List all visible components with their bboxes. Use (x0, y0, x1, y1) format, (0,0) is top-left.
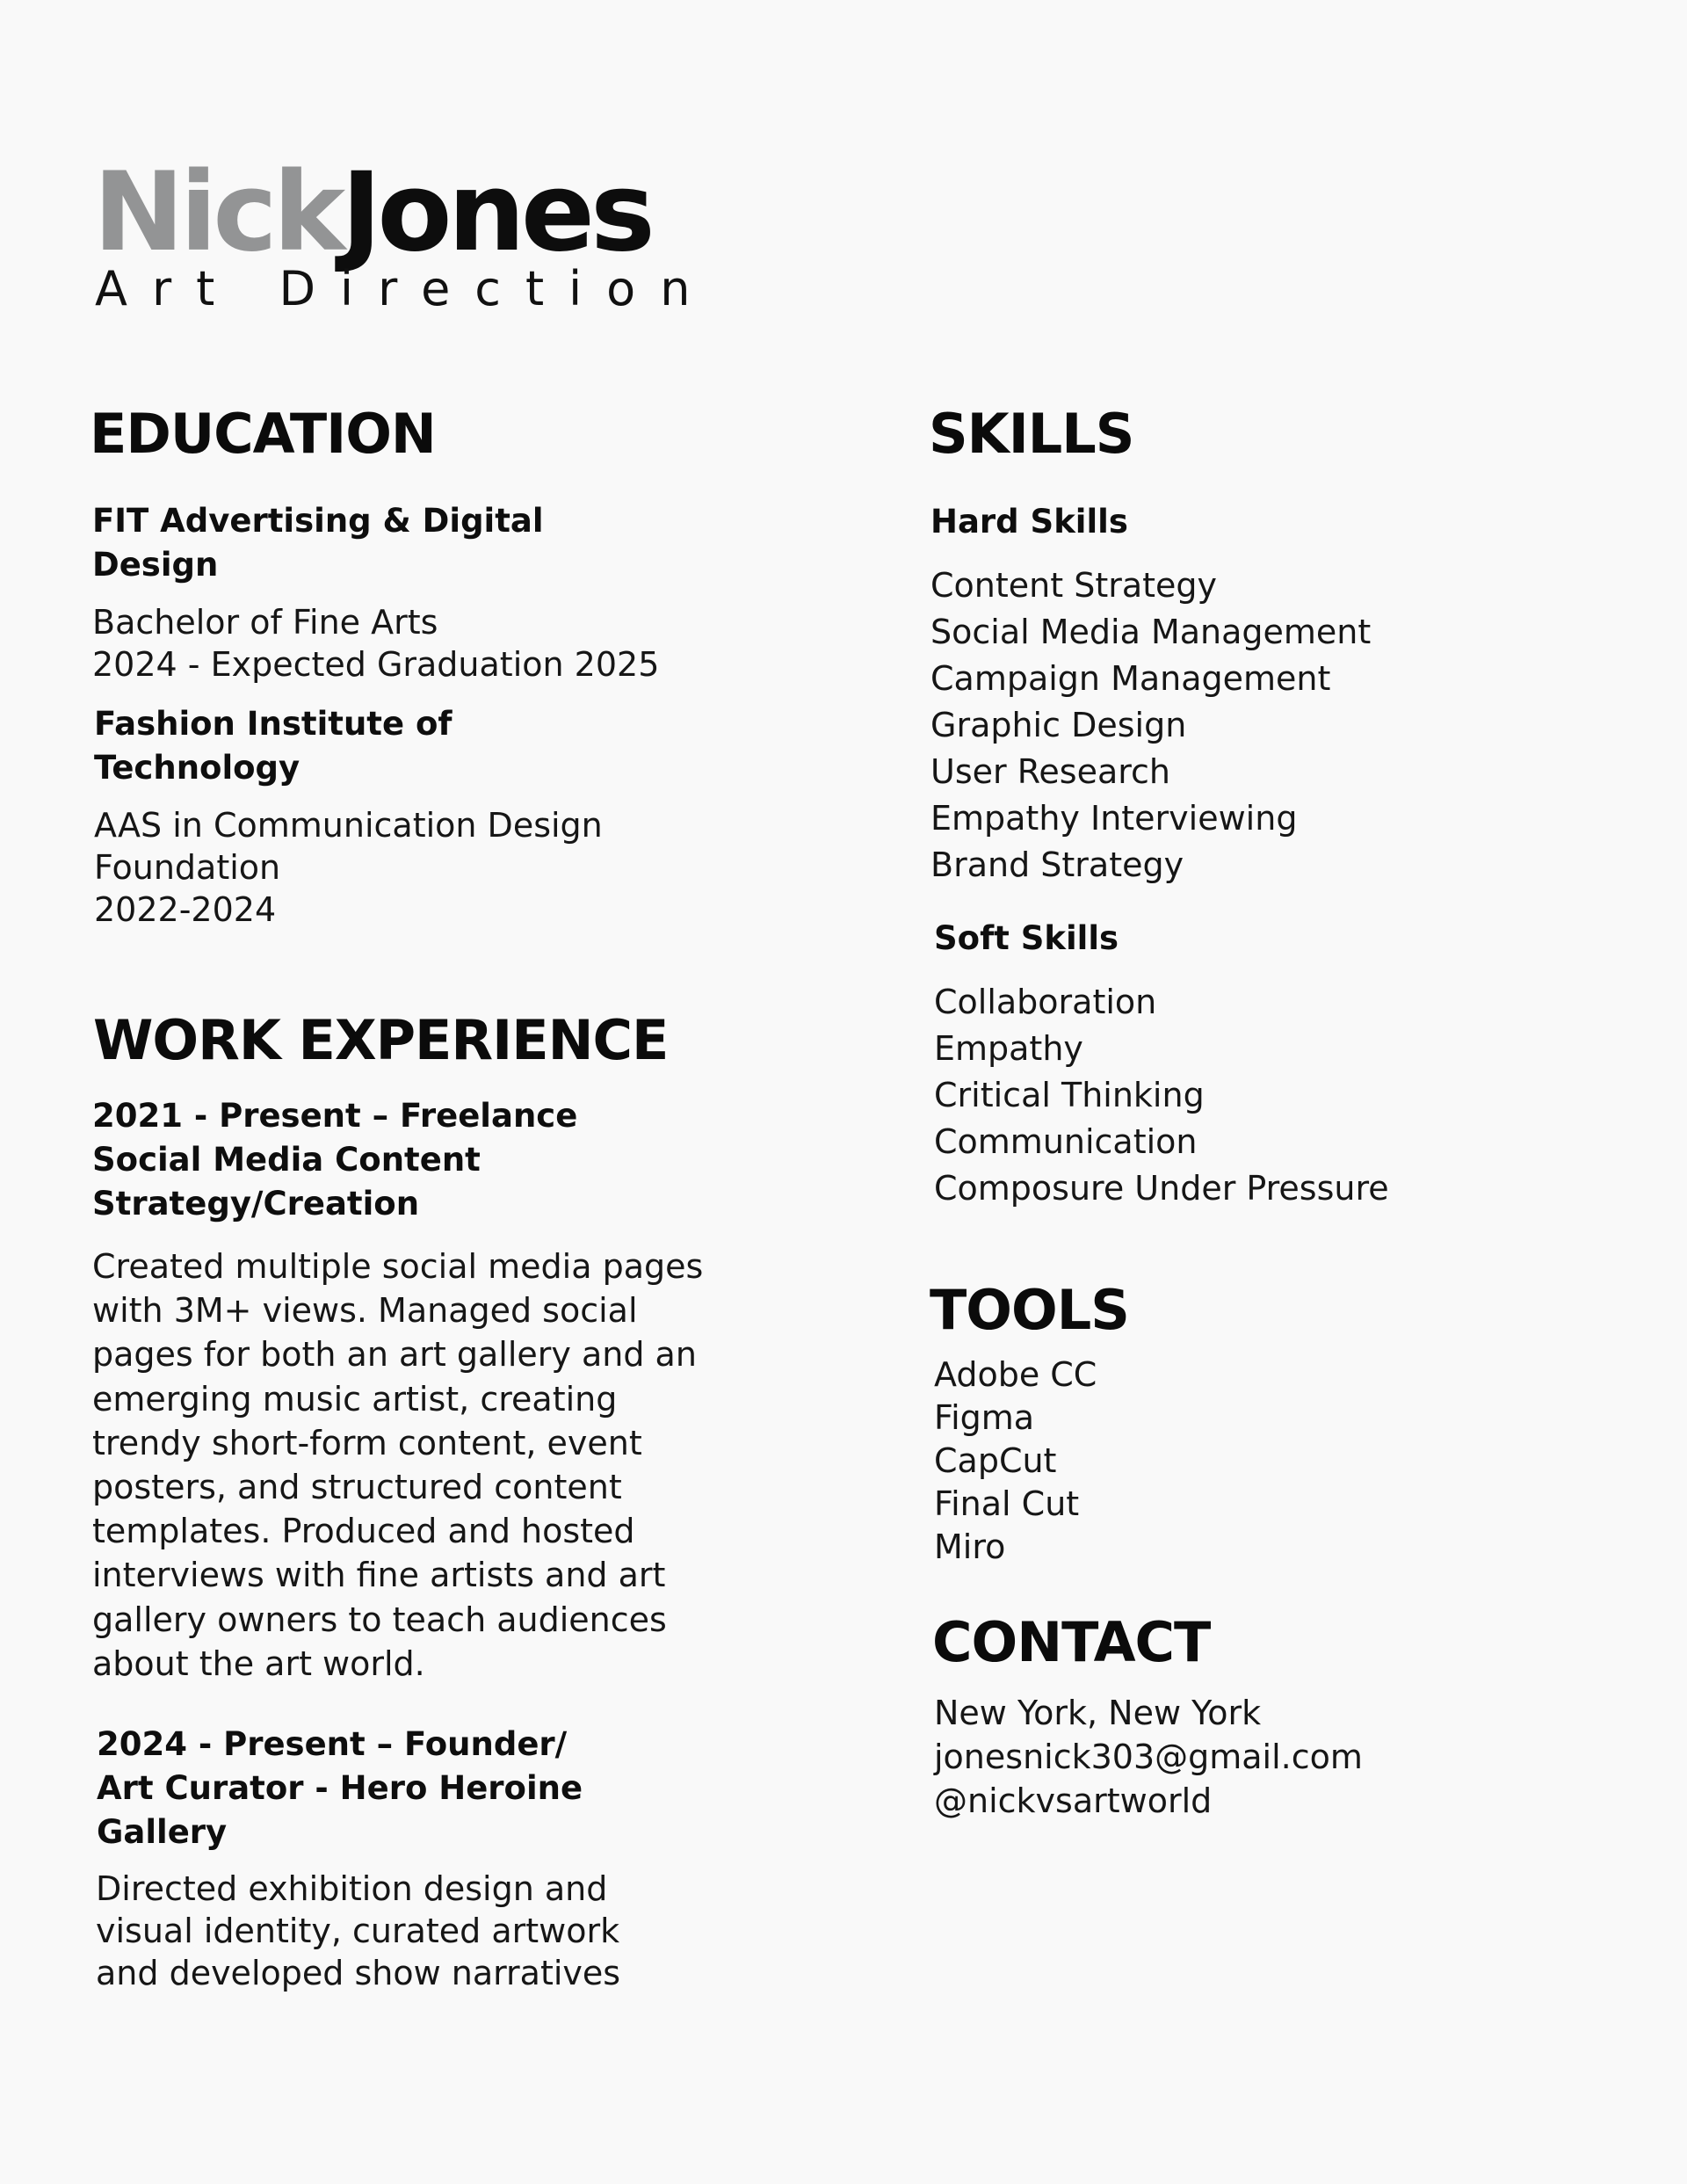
education-entry-2-detail-line: AAS in Communication Design (94, 806, 603, 845)
skills-heading: SKILLS (929, 402, 1134, 466)
hard-skill-item: Brand Strategy (930, 845, 1184, 884)
tool-item: CapCut (934, 1441, 1057, 1480)
education-entry-1-title-line: Design (92, 546, 219, 584)
work-entry-1-title-line: 2021 - Present – Freelance (92, 1097, 578, 1135)
contact-social-handle: @nickvsartworld (934, 1781, 1213, 1820)
work-entry-1-title (92, 1094, 577, 1226)
education-entry-1-title-line: FIT Advertising & Digital (92, 502, 544, 540)
work-entry-2-description-line: and developed show narratives (96, 1954, 621, 1992)
work-entry-1-description-line: about the art world. (92, 1643, 425, 1683)
tools-heading: TOOLS (930, 1278, 1129, 1342)
hard-skill-item: Empathy Interviewing (930, 799, 1298, 838)
work-entry-1-description-line: interviews with fine artists and art (92, 1556, 666, 1595)
work-entry-2-title-line: Gallery (97, 1813, 228, 1851)
work-entry-1-description-line: Created multiple social media pages (92, 1247, 704, 1286)
education-entry-2-title (94, 702, 452, 790)
soft-skill-item: Empathy (934, 1029, 1083, 1068)
work-entry-1-description-line: emerging music artist, creating (92, 1379, 618, 1419)
role-subtitle: Art Direction (95, 261, 715, 316)
education-entry-2-title-line: Technology (94, 749, 300, 787)
first-name: Nick (93, 149, 342, 276)
contact-heading: CONTACT (932, 1610, 1211, 1674)
contact-email: jonesnick303@gmail.com (934, 1738, 1363, 1776)
education-entry-1-detail-line: Bachelor of Fine Arts (92, 603, 438, 642)
contact-location: New York, New York (934, 1694, 1262, 1732)
soft-skill-item: Collaboration (934, 983, 1157, 1021)
education-heading: EDUCATION (90, 402, 436, 466)
tool-item: Final Cut (934, 1484, 1080, 1523)
soft-skill-item: Composure Under Pressure (934, 1169, 1389, 1208)
work-entry-1-description-line: trendy short-form content, event (92, 1423, 642, 1462)
work-entry-1-description-line: gallery owners to teach audiences (92, 1600, 667, 1639)
hard-skill-item: Social Media Management (930, 613, 1372, 651)
tool-item: Adobe CC (934, 1355, 1097, 1394)
soft-skills-list (934, 979, 1389, 1212)
soft-skill-item: Communication (934, 1122, 1198, 1161)
work-entry-2-title (97, 1723, 583, 1854)
contact-list (934, 1691, 1363, 1823)
hard-skill-item: User Research (930, 752, 1170, 791)
work-entry-1-description-line: templates. Produced and hosted (92, 1512, 635, 1551)
soft-skill-item: Critical Thinking (934, 1076, 1205, 1114)
tool-item: Miro (934, 1527, 1006, 1566)
soft-skills-heading: Soft Skills (934, 919, 1119, 957)
work-entry-1-description-line: pages for both an art gallery and an (92, 1335, 697, 1375)
work-entry-1-title-line: Strategy/Creation (92, 1185, 420, 1223)
education-entry-1-detail-line: 2024 - Expected Graduation 2025 (92, 645, 660, 684)
tools-list (934, 1353, 1097, 1569)
work-entry-2-title-line: Art Curator - Hero Heroine (97, 1769, 583, 1807)
hard-skill-item: Campaign Management (930, 659, 1331, 698)
work-entry-1-description-line: with 3M+ views. Managed social (92, 1291, 638, 1331)
work-entry-2-description (96, 1868, 620, 1994)
education-entry-1-details (92, 601, 659, 686)
education-entry-2-title-line: Fashion Institute of (94, 705, 453, 743)
work-entry-1-description-line: posters, and structured content (92, 1468, 622, 1507)
hard-skill-item: Content Strategy (930, 566, 1218, 605)
education-entry-1-title (92, 499, 544, 587)
work-entry-1-description (92, 1244, 703, 1686)
resume-name (93, 149, 651, 276)
tool-item: Figma (934, 1398, 1035, 1437)
last-name: Jones (341, 149, 651, 276)
work-entry-2-title-line: 2024 - Present – Founder/ (97, 1725, 568, 1763)
hard-skills-heading: Hard Skills (930, 503, 1128, 541)
work-entry-1-title-line: Social Media Content (92, 1141, 481, 1179)
work-entry-2-description-line: Directed exhibition design and (96, 1869, 608, 1908)
education-entry-2-details (94, 804, 603, 931)
education-entry-2-detail-line: 2022-2024 (94, 890, 277, 929)
hard-skills-list (930, 562, 1371, 889)
education-entry-2-detail-line: Foundation (94, 848, 281, 887)
work-entry-2-description-line: visual identity, curated artwork (96, 1912, 620, 1950)
hard-skill-item: Graphic Design (930, 706, 1187, 744)
work-experience-heading: WORK EXPERIENCE (93, 1008, 669, 1072)
